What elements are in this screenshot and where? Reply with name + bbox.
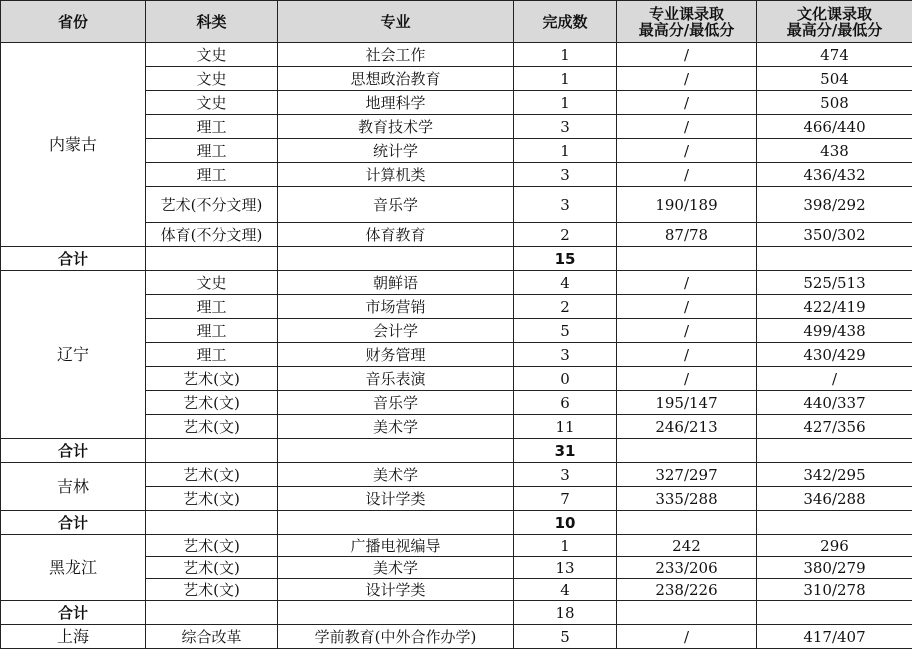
- completed-cell: 3: [514, 463, 617, 487]
- category-cell: 艺术(文): [146, 415, 278, 439]
- cult-score-cell: 427/356: [757, 415, 912, 439]
- total-label: 合计: [1, 439, 146, 463]
- header-cult-score: [757, 1, 912, 43]
- cult-score-cell: 398/292: [757, 187, 912, 223]
- header-prof-score-line2: 最高分/最低分: [617, 22, 756, 38]
- prof-score-cell: /: [617, 163, 757, 187]
- cult-score-cell: 310/278: [757, 579, 912, 601]
- completed-cell: 3: [514, 187, 617, 223]
- category-cell: 艺术(文): [146, 367, 278, 391]
- prof-score-cell: /: [617, 367, 757, 391]
- major-cell: 广播电视编导: [278, 535, 514, 557]
- cult-score-cell: 440/337: [757, 391, 912, 415]
- header-row: [1, 1, 912, 43]
- category-cell: 文史: [146, 67, 278, 91]
- completed-cell: 2: [514, 295, 617, 319]
- empty-cell: [757, 511, 912, 535]
- completed-cell: 3: [514, 343, 617, 367]
- empty-cell: [617, 247, 757, 271]
- empty-cell: [757, 439, 912, 463]
- table-row: [1, 271, 912, 295]
- total-value: 18: [514, 601, 617, 625]
- cult-score-cell: 430/429: [757, 343, 912, 367]
- header-cult-score-line2: 最高分/最低分: [757, 22, 912, 38]
- total-row: [1, 601, 912, 625]
- empty-cell: [278, 511, 514, 535]
- major-cell: 设计学类: [278, 579, 514, 601]
- cult-score-cell: 438: [757, 139, 912, 163]
- prof-score-cell: 87/78: [617, 223, 757, 247]
- cult-score-cell: 350/302: [757, 223, 912, 247]
- empty-cell: [617, 511, 757, 535]
- header-completed: 完成数: [514, 1, 617, 43]
- total-value: 10: [514, 511, 617, 535]
- prof-score-cell: 246/213: [617, 415, 757, 439]
- completed-cell: 5: [514, 625, 617, 649]
- prof-score-cell: 195/147: [617, 391, 757, 415]
- header-category: 科类: [146, 1, 278, 43]
- major-cell: 音乐学: [278, 187, 514, 223]
- cult-score-cell: 342/295: [757, 463, 912, 487]
- cult-score-cell: 422/419: [757, 295, 912, 319]
- category-cell: 文史: [146, 271, 278, 295]
- major-cell: 市场营销: [278, 295, 514, 319]
- empty-cell: [757, 601, 912, 625]
- table-row: [1, 625, 912, 649]
- empty-cell: [146, 247, 278, 271]
- cult-score-cell: 474: [757, 43, 912, 67]
- prof-score-cell: /: [617, 271, 757, 295]
- empty-cell: [617, 439, 757, 463]
- cult-score-cell: 508: [757, 91, 912, 115]
- major-cell: 计算机类: [278, 163, 514, 187]
- province-cell: 辽宁: [1, 271, 146, 439]
- prof-score-cell: /: [617, 115, 757, 139]
- total-label: 合计: [1, 247, 146, 271]
- province-cell: 上海: [1, 625, 146, 649]
- cult-score-cell: 346/288: [757, 487, 912, 511]
- prof-score-cell: 233/206: [617, 557, 757, 579]
- category-cell: 艺术(不分文理): [146, 187, 278, 223]
- cult-score-cell: 417/407: [757, 625, 912, 649]
- major-cell: 思想政治教育: [278, 67, 514, 91]
- prof-score-cell: /: [617, 319, 757, 343]
- header-prof-score-line1: 专业课录取: [617, 6, 756, 22]
- completed-cell: 7: [514, 487, 617, 511]
- total-row: [1, 439, 912, 463]
- major-cell: 体育教育: [278, 223, 514, 247]
- total-row: [1, 511, 912, 535]
- empty-cell: [278, 439, 514, 463]
- completed-cell: 3: [514, 163, 617, 187]
- header-province: 省份: [1, 1, 146, 43]
- prof-score-cell: /: [617, 295, 757, 319]
- completed-cell: 1: [514, 43, 617, 67]
- header-prof-score: [617, 1, 757, 43]
- major-cell: 音乐表演: [278, 367, 514, 391]
- cult-score-cell: 296: [757, 535, 912, 557]
- major-cell: 财务管理: [278, 343, 514, 367]
- major-cell: 会计学: [278, 319, 514, 343]
- cult-score-cell: 525/513: [757, 271, 912, 295]
- cult-score-cell: 504: [757, 67, 912, 91]
- completed-cell: 11: [514, 415, 617, 439]
- empty-cell: [278, 601, 514, 625]
- completed-cell: 3: [514, 115, 617, 139]
- major-cell: 美术学: [278, 415, 514, 439]
- category-cell: 综合改革: [146, 625, 278, 649]
- prof-score-cell: 242: [617, 535, 757, 557]
- empty-cell: [146, 511, 278, 535]
- major-cell: 教育技术学: [278, 115, 514, 139]
- empty-cell: [146, 439, 278, 463]
- table-row: [1, 535, 912, 557]
- prof-score-cell: 335/288: [617, 487, 757, 511]
- major-cell: 美术学: [278, 557, 514, 579]
- total-label: 合计: [1, 511, 146, 535]
- category-cell: 艺术(文): [146, 557, 278, 579]
- prof-score-cell: /: [617, 139, 757, 163]
- total-value: 31: [514, 439, 617, 463]
- prof-score-cell: /: [617, 67, 757, 91]
- province-cell: 黑龙江: [1, 535, 146, 601]
- province-cell: 内蒙古: [1, 43, 146, 247]
- major-cell: 学前教育(中外合作办学): [278, 625, 514, 649]
- total-label: 合计: [1, 601, 146, 625]
- cult-score-cell: 436/432: [757, 163, 912, 187]
- prof-score-cell: /: [617, 625, 757, 649]
- empty-cell: [146, 601, 278, 625]
- category-cell: 文史: [146, 91, 278, 115]
- prof-score-cell: 238/226: [617, 579, 757, 601]
- header-cult-score-line1: 文化课录取: [757, 6, 912, 22]
- category-cell: 文史: [146, 43, 278, 67]
- completed-cell: 1: [514, 67, 617, 91]
- completed-cell: 5: [514, 319, 617, 343]
- major-cell: 统计学: [278, 139, 514, 163]
- completed-cell: 6: [514, 391, 617, 415]
- completed-cell: 1: [514, 535, 617, 557]
- category-cell: 艺术(文): [146, 535, 278, 557]
- category-cell: 艺术(文): [146, 487, 278, 511]
- major-cell: 社会工作: [278, 43, 514, 67]
- cult-score-cell: 466/440: [757, 115, 912, 139]
- cult-score-cell: 499/438: [757, 319, 912, 343]
- province-cell: 吉林: [1, 463, 146, 511]
- header-major: 专业: [278, 1, 514, 43]
- completed-cell: 0: [514, 367, 617, 391]
- prof-score-cell: 327/297: [617, 463, 757, 487]
- major-cell: 地理科学: [278, 91, 514, 115]
- category-cell: 艺术(文): [146, 463, 278, 487]
- table-row: [1, 463, 912, 487]
- category-cell: 理工: [146, 343, 278, 367]
- cult-score-cell: /: [757, 367, 912, 391]
- completed-cell: 4: [514, 271, 617, 295]
- completed-cell: 4: [514, 579, 617, 601]
- prof-score-cell: /: [617, 91, 757, 115]
- major-cell: 音乐学: [278, 391, 514, 415]
- major-cell: 设计学类: [278, 487, 514, 511]
- category-cell: 体育(不分文理): [146, 223, 278, 247]
- completed-cell: 2: [514, 223, 617, 247]
- category-cell: 理工: [146, 319, 278, 343]
- category-cell: 艺术(文): [146, 391, 278, 415]
- major-cell: 美术学: [278, 463, 514, 487]
- major-cell: 朝鲜语: [278, 271, 514, 295]
- prof-score-cell: 190/189: [617, 187, 757, 223]
- category-cell: 理工: [146, 139, 278, 163]
- category-cell: 艺术(文): [146, 579, 278, 601]
- category-cell: 理工: [146, 295, 278, 319]
- category-cell: 理工: [146, 163, 278, 187]
- empty-cell: [617, 601, 757, 625]
- empty-cell: [278, 247, 514, 271]
- completed-cell: 13: [514, 557, 617, 579]
- completed-cell: 1: [514, 91, 617, 115]
- completed-cell: 1: [514, 139, 617, 163]
- total-value: 15: [514, 247, 617, 271]
- prof-score-cell: /: [617, 43, 757, 67]
- empty-cell: [757, 247, 912, 271]
- table-row: [1, 43, 912, 67]
- cult-score-cell: 380/279: [757, 557, 912, 579]
- category-cell: 理工: [146, 115, 278, 139]
- total-row: [1, 247, 912, 271]
- prof-score-cell: /: [617, 343, 757, 367]
